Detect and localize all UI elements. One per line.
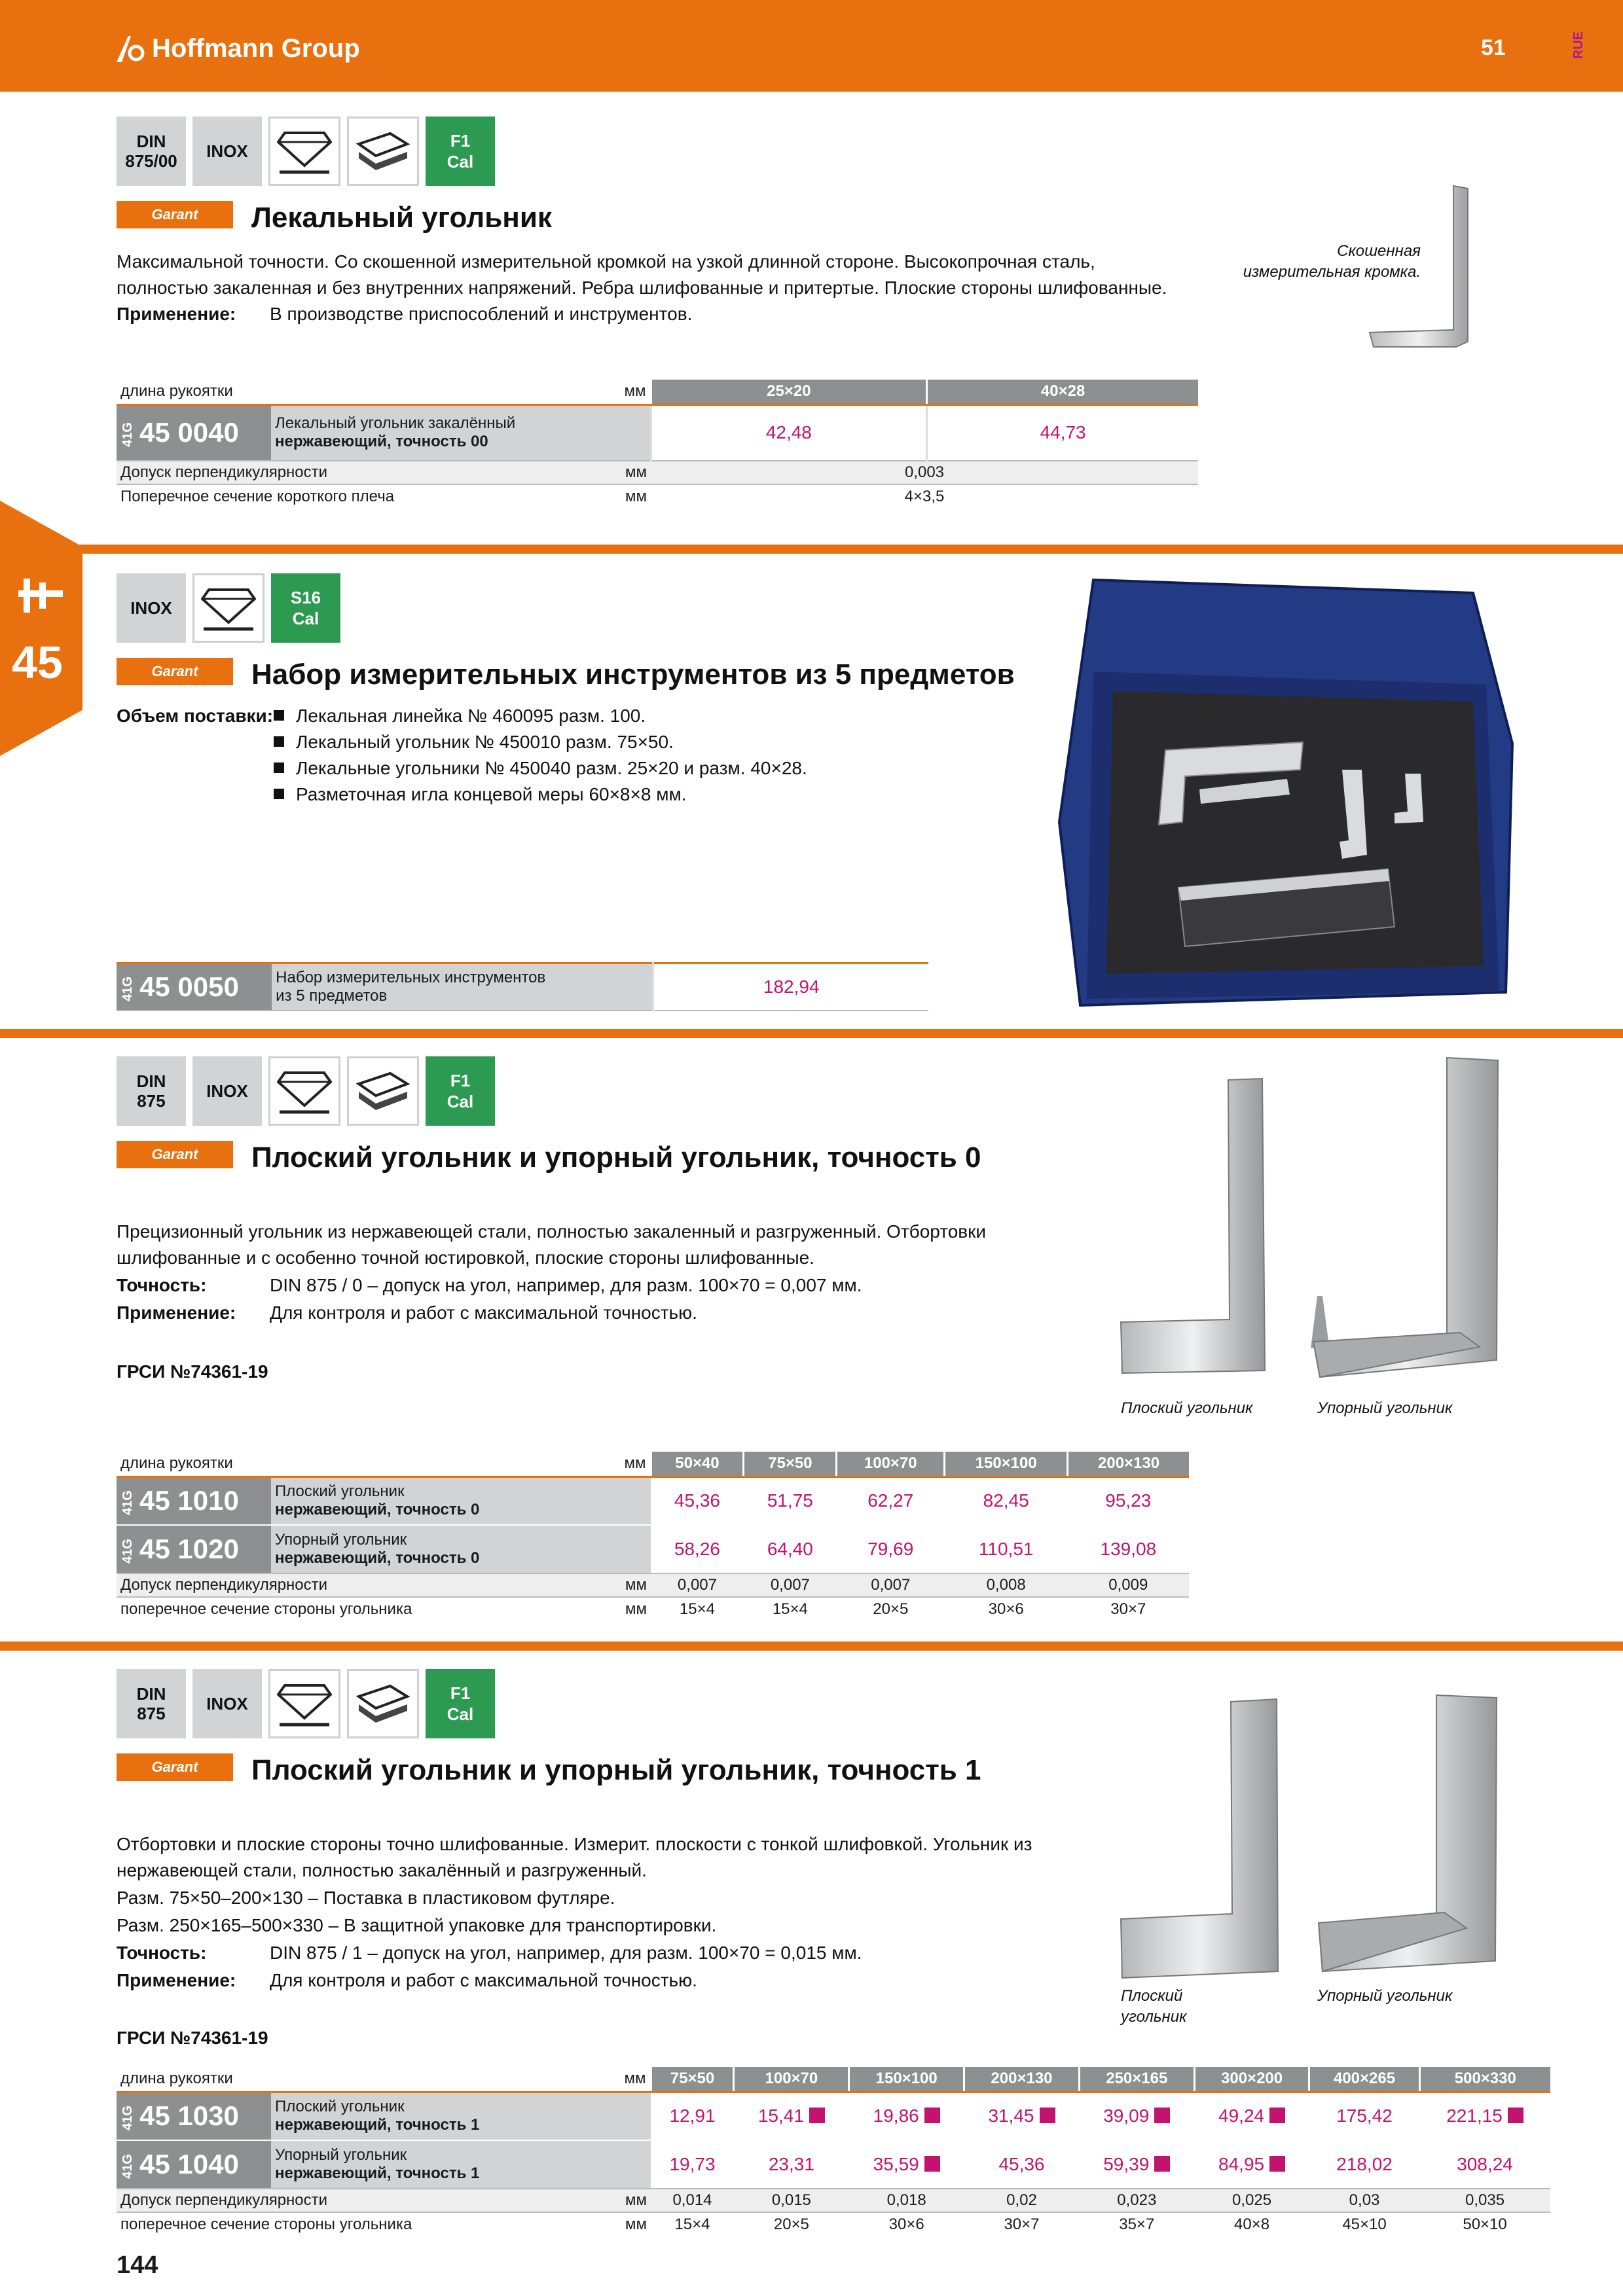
spec-label [117,484,651,508]
garant-logo: Garant [117,201,233,228]
unit-label: мм [625,1600,647,1618]
spec-label-text: поперечное сечение стороны угольника [120,1600,412,1618]
price-value: 31,45 [988,2106,1034,2126]
spec-value: 0,035 [1419,2189,1550,2212]
list-item [274,729,674,755]
desc-line: из 5 предметов [276,986,388,1005]
list-item-text: Разметочная игла концевой меры 60×8×8 мм. [296,784,687,804]
price [1194,2092,1309,2140]
spec-row [117,1597,1189,1621]
size-header: 300×200 [1194,2067,1309,2092]
price: 95,23 [1105,1490,1152,1511]
spec-label [117,1597,651,1621]
spec-value: 0,007 [837,1573,945,1597]
size-header: 100×70 [734,2067,849,2092]
price [849,2140,964,2189]
list-item [274,755,807,781]
brand-name: Hoffmann Group [152,34,360,63]
spec-value: 40×8 [1194,2212,1309,2236]
spec-label-text: Допуск перпендикулярности [120,463,328,481]
price-value: 218,02 [1336,2154,1393,2174]
spec-value: 15×4 [651,1597,744,1621]
bullet-icon [274,762,284,773]
list-item-text: Лекальный угольник № 450010 разм. 75×50. [296,732,674,752]
size-header: 150×100 [945,1452,1068,1477]
article-prefix: 41G [120,2106,135,2131]
desc-line: Упорный угольник [275,2146,407,2164]
section4-price-table [117,2067,1550,2236]
article-number[interactable] [117,963,272,1011]
header-page-number: 51 [1481,35,1506,60]
section3-desc-line2: шлифованные и с особенно точной юстировкой, плоские стороны шлифованные. [117,1247,814,1268]
desc-line: нержавеющий, точность 1 [275,2164,480,2182]
unit-label: мм [625,2191,647,2209]
section4-acc-text: DIN 875 / 1 – допуск на угол, например, для разм. 100×70 = 0,015 мм. [270,1943,862,1963]
availability-marker-icon [1269,2156,1285,2172]
spec-value: 15×4 [744,1597,837,1621]
desc-line: Упорный угольник [275,1531,407,1549]
price: 110,51 [978,1539,1034,1559]
price: 79,69 [867,1539,914,1559]
spec-row [117,2189,1550,2212]
availability-marker-icon [1154,2108,1170,2123]
size-header: 400×265 [1309,2067,1419,2092]
table-row [117,2092,1550,2140]
section4-squares-image [1113,1686,1532,1987]
article-prefix: 41G [120,1539,135,1564]
spec-row [117,484,1198,508]
price [734,2140,849,2189]
calibration-label: Cal [447,1092,474,1111]
desc-line: Плоский угольник [275,1482,405,1501]
article-desc [271,1525,651,1573]
price-value: 39,09 [1103,2106,1150,2126]
spec-label-text: Допуск перпендикулярности [120,2191,328,2209]
calibration-class: F1 [450,1683,471,1703]
desc-line: Лекальный угольник закалённый [275,414,516,433]
section4-desc-line4: Разм. 250×165–500×330 – В защитной упаковке для транспортировки. [117,1915,717,1935]
article-code: 45 1040 [139,2149,239,2179]
header-label: длина рукоятки [117,380,271,404]
spec-row [117,461,1198,484]
din-badge: DIN 875/00 [117,117,186,186]
section3-title: Плоский угольник и упорный угольник, точность 0 [251,1141,981,1174]
spec-value: 4×3,5 [651,484,1198,508]
brand-logo [117,34,360,63]
desc-line: Плоский угольник [275,2098,405,2116]
spec-value: 50×10 [1419,2212,1550,2236]
header-label: длина рукоятки [117,2067,271,2092]
spec-value: 0,003 [651,461,1198,484]
size-header: 250×165 [1079,2067,1194,2092]
price [1079,2092,1194,2140]
article-desc [271,404,651,461]
size-header: 75×50 [651,2067,734,2092]
calibration-badge-f1 [426,117,495,186]
list-item-text: Лекальная линейка № 460095 разм. 100. [296,706,646,726]
spec-value: 30×6 [849,2212,964,2236]
price-value: 45,36 [998,2154,1045,2174]
availability-marker-icon [809,2108,825,2123]
spec-value: 0,007 [744,1573,837,1597]
spec-row [117,2212,1550,2236]
list-item [274,703,646,729]
availability-marker-icon [1154,2156,1170,2172]
din-badge: DIN 875 [117,1056,186,1126]
spec-label-text: Допуск перпендикулярности [120,1576,328,1594]
section4-grsi: ГРСИ №74361-19 [117,2028,268,2048]
section3-app-text: Для контроля и работ с максимальной точностью. [270,1302,697,1323]
table-row [117,963,928,1011]
spec-row [117,1573,1189,1597]
inox-badge: INOX [117,573,186,643]
spec-label-text: Поперечное сечение короткого плеча [120,487,395,505]
spec-value: 45×10 [1309,2212,1419,2236]
chapter-number: 45 [12,637,63,688]
diamond-icon [268,1669,340,1738]
section3-app-label: Применение: [117,1302,236,1323]
spec-value: 20×5 [734,2212,849,2236]
section2-scope-label: Объем поставки: [117,706,274,726]
table-row [117,1477,1189,1525]
price [1079,2140,1194,2189]
chapter-tab[interactable] [0,501,82,756]
spec-label [117,1573,651,1597]
section4-caption-right: Упорный угольник [1317,1987,1453,2005]
table-row [117,404,1198,461]
price-value: 12,91 [669,2106,716,2126]
section4-app-label: Применение: [117,1970,236,1990]
unit-label: мм [625,487,647,505]
price [734,2092,849,2140]
din-badge: DIN 875 [117,1669,186,1738]
desc-line: нержавеющий, точность 0 [275,1501,480,1519]
caliper-icon [16,576,65,615]
availability-marker-icon [924,2156,940,2172]
article-number[interactable] [117,2092,271,2140]
price [849,2092,964,2140]
diamond-icon [268,117,340,186]
spec-value: 35×7 [1079,2212,1194,2236]
price: 82,45 [983,1490,1029,1511]
section1-app-text: В производстве приспособлений и инструментов. [270,304,693,324]
price [1309,2140,1419,2189]
spec-value: 30×6 [945,1597,1068,1621]
size-header: 75×50 [744,1452,837,1477]
article-desc [272,963,653,1011]
table-header-row [117,380,1198,404]
spec-value: 0,015 [734,2189,849,2212]
spec-value: 0,007 [651,1573,744,1597]
article-code: 45 1020 [139,1534,239,1564]
size-header: 50×40 [651,1452,744,1477]
bullet-icon [274,736,284,747]
size-header: 200×130 [1068,1452,1189,1477]
header-label: длина рукоятки [117,1452,271,1477]
price-value: 23,31 [768,2154,814,2174]
section4-desc-line2: нержавеющей стали, полностью закалённый и разгруженный. [117,1860,647,1880]
section-divider [0,545,1623,554]
spec-value: 30×7 [1068,1597,1189,1621]
price [1194,2140,1309,2189]
price-value: 175,42 [1336,2106,1393,2126]
size-header: 150×100 [849,2067,964,2092]
table-row [117,1525,1189,1573]
price-value: 59,39 [1103,2154,1150,2174]
size-header: 200×130 [964,2067,1080,2092]
article-code: 45 1010 [139,1485,239,1516]
section3-acc-text: DIN 875 / 0 – допуск на угол, например, для разм. 100×70 = 0,007 мм. [270,1275,862,1295]
price: 58,26 [674,1539,720,1559]
spec-value: 0,008 [945,1573,1068,1597]
calibration-class: S16 [290,588,321,607]
price: 42,48 [651,404,927,461]
price-value: 84,95 [1218,2154,1265,2174]
inox-badge: INOX [192,117,262,186]
spec-label-text: поперечное сечение стороны угольника [120,2215,412,2233]
spec-value: 0,025 [1194,2189,1309,2212]
unit-label: мм [271,380,651,404]
section1-app-label: Применение: [117,304,236,324]
article-prefix: 41G [120,2154,135,2179]
spec-value: 0,009 [1068,1573,1189,1597]
size-header: 25×20 [651,380,927,404]
price: 64,40 [767,1539,813,1559]
price: 51,75 [767,1490,813,1511]
article-prefix: 41G [120,1490,135,1516]
section3-grsi: ГРСИ №74361-19 [117,1361,268,1382]
section-divider [0,1029,1623,1038]
price: 62,27 [867,1490,914,1511]
unit-label: мм [625,1576,647,1594]
article-code: 45 0040 [139,417,239,448]
garant-logo: Garant [117,1141,233,1168]
price-value: 49,24 [1218,2106,1265,2126]
section4-desc-line3: Разм. 75×50–200×130 – Поставка в пластиковом футляре. [117,1888,615,1908]
list-item-text: Лекальные угольники № 450040 разм. 25×20 и разм. 40×28. [296,758,807,778]
bullet-icon [274,789,284,799]
availability-marker-icon [924,2108,940,2123]
spec-label [117,2212,651,2236]
section2-case-image [1054,573,1525,1018]
article-number[interactable] [117,1477,271,1525]
price [964,2092,1080,2140]
case-icon [347,1056,419,1126]
section1-caption: Скошенная измерительная кромка. [1243,242,1421,281]
section1-square-image [1362,185,1473,355]
table-header-row [117,1452,1189,1477]
availability-marker-icon [1040,2108,1055,2123]
desc-line: Набор измерительных инструментов [276,968,546,986]
article-code: 45 1030 [139,2100,239,2132]
article-number[interactable] [117,2140,271,2189]
inox-badge: INOX [192,1056,262,1126]
article-prefix: 41G [120,422,135,448]
section3-price-table [117,1452,1189,1621]
unit-label: мм [625,2215,647,2233]
desc-line: нержавеющий, точность 1 [275,2116,480,2134]
price: 44,73 [927,404,1198,461]
price [1309,2092,1419,2140]
price-value: 15,41 [757,2106,804,2126]
section1-desc-line2: полностью закаленная и без внутренних напряжений. Ребра шлифованные и притертые. Плоские стороны шлифованные. [117,278,1167,298]
article-desc [271,2140,651,2189]
price: 139,08 [1100,1539,1157,1559]
spec-value: 0,03 [1309,2189,1419,2212]
unit-label: мм [271,2067,651,2092]
spec-value: 30×7 [964,2212,1080,2236]
desc-line: нержавеющий, точность 0 [275,1549,480,1567]
section2-title: Набор измерительных инструментов из 5 предметов [251,658,1015,691]
spec-value: 0,023 [1079,2189,1194,2212]
article-code: 45 0050 [139,971,239,1002]
inox-badge: INOX [192,1669,262,1738]
section1-desc-line1: Максимальной точности. Со скошенной измерительной кромкой на узкой длинной стороне. Высокопрочная сталь, [117,251,1095,272]
section3-caption-left: Плоский угольник [1121,1399,1253,1417]
section4-acc-label: Точность: [117,1943,207,1963]
list-item [274,781,687,808]
calibration-label: Cal [447,1704,474,1724]
bullet-icon [274,710,284,721]
calibration-badge-s16 [271,573,340,643]
calibration-label: Cal [292,609,319,628]
availability-marker-icon [1269,2108,1285,2123]
section3-acc-label: Точность: [117,1275,207,1295]
diamond-icon [192,573,264,643]
spec-value: 0,018 [849,2189,964,2212]
price-value: 308,24 [1457,2154,1513,2174]
size-header: 40×28 [927,380,1198,404]
spec-label [117,2189,651,2212]
article-desc [271,1477,651,1525]
price [1419,2092,1550,2140]
spec-value: 0,02 [964,2189,1080,2212]
section3-squares-image [1113,1054,1532,1394]
section3-desc-line1: Прецизионный угольник из нержавеющей стали, полностью закаленный и разгруженный. Отбортовки [117,1221,987,1242]
spec-value: 0,014 [651,2189,734,2212]
desc-line: нержавеющий, точность 00 [275,433,488,451]
spec-value: 15×4 [651,2212,734,2236]
section4-app-text: Для контроля и работ с максимальной точностью. [270,1970,697,1990]
calibration-class: F1 [450,1071,471,1090]
availability-marker-icon [1508,2108,1523,2123]
price: 182,94 [653,963,928,1011]
article-desc [271,2092,651,2140]
calibration-badge-f1 [426,1056,495,1126]
calibration-class: F1 [450,131,471,151]
section-divider [0,1641,1623,1651]
size-header: 100×70 [837,1452,945,1477]
article-prefix: 41G [120,976,135,1001]
case-icon [347,117,419,186]
garant-logo: Garant [117,1753,233,1781]
footer-page-number: 144 [117,2251,158,2279]
spec-label [117,461,651,484]
price [651,2140,734,2189]
article-number[interactable] [117,404,271,461]
hoffmann-logo-icon [117,36,145,62]
article-number[interactable] [117,1525,271,1573]
unit-label: мм [625,463,647,481]
calibration-label: Cal [447,152,474,171]
price-value: 221,15 [1446,2106,1503,2126]
price [651,2092,734,2140]
price [964,2140,1080,2189]
price [1419,2140,1550,2189]
table-row [117,2140,1550,2189]
section4-desc-line1: Отбортовки и плоские стороны точно шлифованные. Измерит. плоскости с тонкой шлифовкой. Угольник из [117,1834,1032,1854]
section1-title: Лекальный угольник [251,202,552,234]
spec-value: 20×5 [837,1597,945,1621]
price: 45,36 [674,1490,720,1511]
diamond-icon [268,1056,340,1126]
calibration-badge-f1 [426,1669,495,1738]
unit-label: мм [271,1452,651,1477]
section4-caption-left: Плоский угольник [1121,1987,1187,2026]
price-value: 35,59 [873,2154,919,2174]
section1-price-table [117,380,1198,508]
table-header-row [117,2067,1550,2092]
size-header: 500×330 [1419,2067,1550,2092]
price-value: 19,73 [669,2154,716,2174]
section3-caption-right: Упорный угольник [1317,1399,1453,1417]
section4-title: Плоский угольник и упорный угольник, точность 1 [251,1754,981,1786]
price-value: 19,86 [873,2106,919,2126]
case-icon [347,1669,419,1738]
language-code: RUE [1571,31,1586,60]
section2-price-table [117,962,928,1011]
garant-logo: Garant [117,658,233,685]
